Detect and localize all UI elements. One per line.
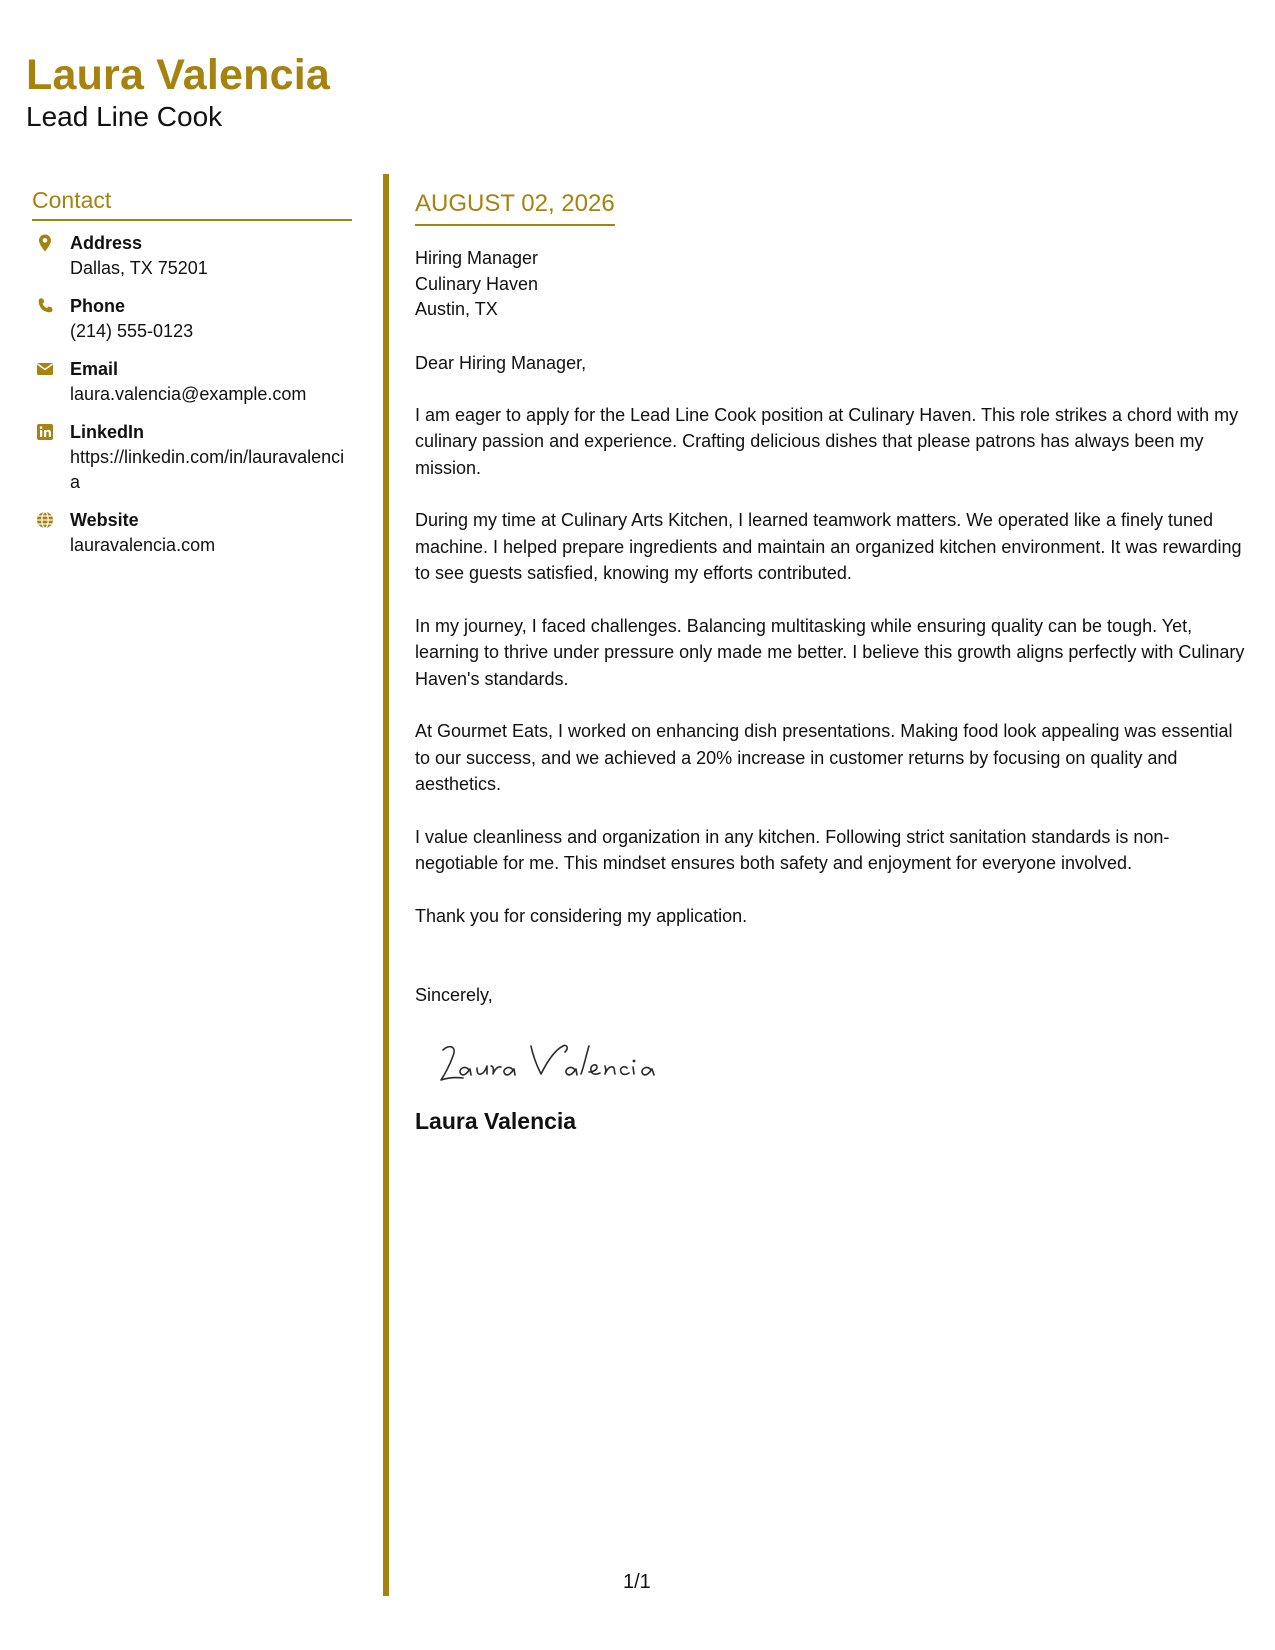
contact-item-address bbox=[32, 231, 352, 281]
contact-heading: Contact bbox=[32, 186, 352, 221]
contact-list bbox=[32, 231, 352, 558]
map-pin-icon bbox=[35, 233, 55, 253]
letter-body bbox=[415, 190, 1250, 1135]
address-label: Address bbox=[70, 233, 143, 253]
linkedin-label: LinkedIn bbox=[70, 422, 145, 442]
contact-item-website bbox=[32, 508, 352, 558]
letter-date: AUGUST 02, 2026 bbox=[415, 190, 615, 226]
website-label: Website bbox=[70, 510, 139, 530]
linkedin-value[interactable]: https://linkedin.com/in/lauravalencia bbox=[70, 447, 345, 492]
recipient-line: Culinary Haven bbox=[415, 273, 539, 294]
letter-paragraph: At Gourmet Eats, I worked on enhancing dish presentations. Making food look appealing was essential to our success, and we achieved a 20% increase in customer returns by focusing on quality and aesthetics. bbox=[415, 721, 1233, 794]
letter-paragraph: During my time at Culinary Arts Kitchen, I learned teamwork matters. We operated like a finely tuned machine. I helped prepare ingredients and maintain an organized kitchen environment. It was rewarding to see guests satisfied, knowing my efforts contributed. bbox=[415, 510, 1242, 583]
salutation: Dear Hiring Manager, bbox=[415, 352, 587, 373]
linkedin-icon bbox=[35, 422, 55, 442]
signer-name: Laura Valencia bbox=[415, 1108, 577, 1134]
applicant-name: Laura Valencia bbox=[26, 51, 330, 99]
phone-value: (214) 555-0123 bbox=[70, 321, 194, 341]
page-number: 1/1 bbox=[623, 1571, 651, 1593]
contact-sidebar bbox=[32, 186, 352, 571]
resume-header bbox=[26, 50, 330, 134]
letter-paragraph: In my journey, I faced challenges. Balancing multitasking while ensuring quality can be tough. Yet, learning to thrive under pressure only made me better. I believe this growth aligns perfectly with Culinary Haven's standards. bbox=[415, 615, 1245, 689]
job-title: Lead Line Cook bbox=[26, 101, 223, 132]
phone-label: Phone bbox=[70, 296, 126, 316]
address-value: Dallas, TX 75201 bbox=[70, 258, 208, 278]
vertical-divider bbox=[383, 174, 389, 1596]
contact-item-phone bbox=[32, 294, 352, 344]
recipient-line: Hiring Manager bbox=[415, 248, 539, 268]
contact-item-email bbox=[32, 357, 352, 407]
closing: Sincerely, bbox=[415, 985, 493, 1005]
letter-paragraph: Thank you for considering my application. bbox=[415, 905, 748, 926]
handwritten-signature bbox=[429, 1036, 669, 1088]
letter-paragraph: I value cleanliness and organization in any kitchen. Following strict sanitation standards is non-negotiable for me. This mindset ensures both safety and enjoyment for everyone involved. bbox=[415, 826, 1170, 873]
recipient-block bbox=[415, 246, 1250, 323]
envelope-icon bbox=[35, 359, 55, 379]
phone-icon bbox=[35, 296, 55, 316]
letter-paragraph: I am eager to apply for the Lead Line Cook position at Culinary Haven. This role strikes a chord with my culinary passion and experience. Crafting delicious dishes that please patrons has always been my mission. bbox=[415, 404, 1239, 478]
globe-icon bbox=[35, 510, 55, 530]
contact-item-linkedin bbox=[32, 420, 352, 495]
website-value[interactable]: lauravalencia.com bbox=[70, 535, 216, 555]
email-value: laura.valencia@example.com bbox=[70, 384, 307, 404]
email-label: Email bbox=[70, 359, 119, 379]
recipient-line: Austin, TX bbox=[415, 299, 498, 319]
